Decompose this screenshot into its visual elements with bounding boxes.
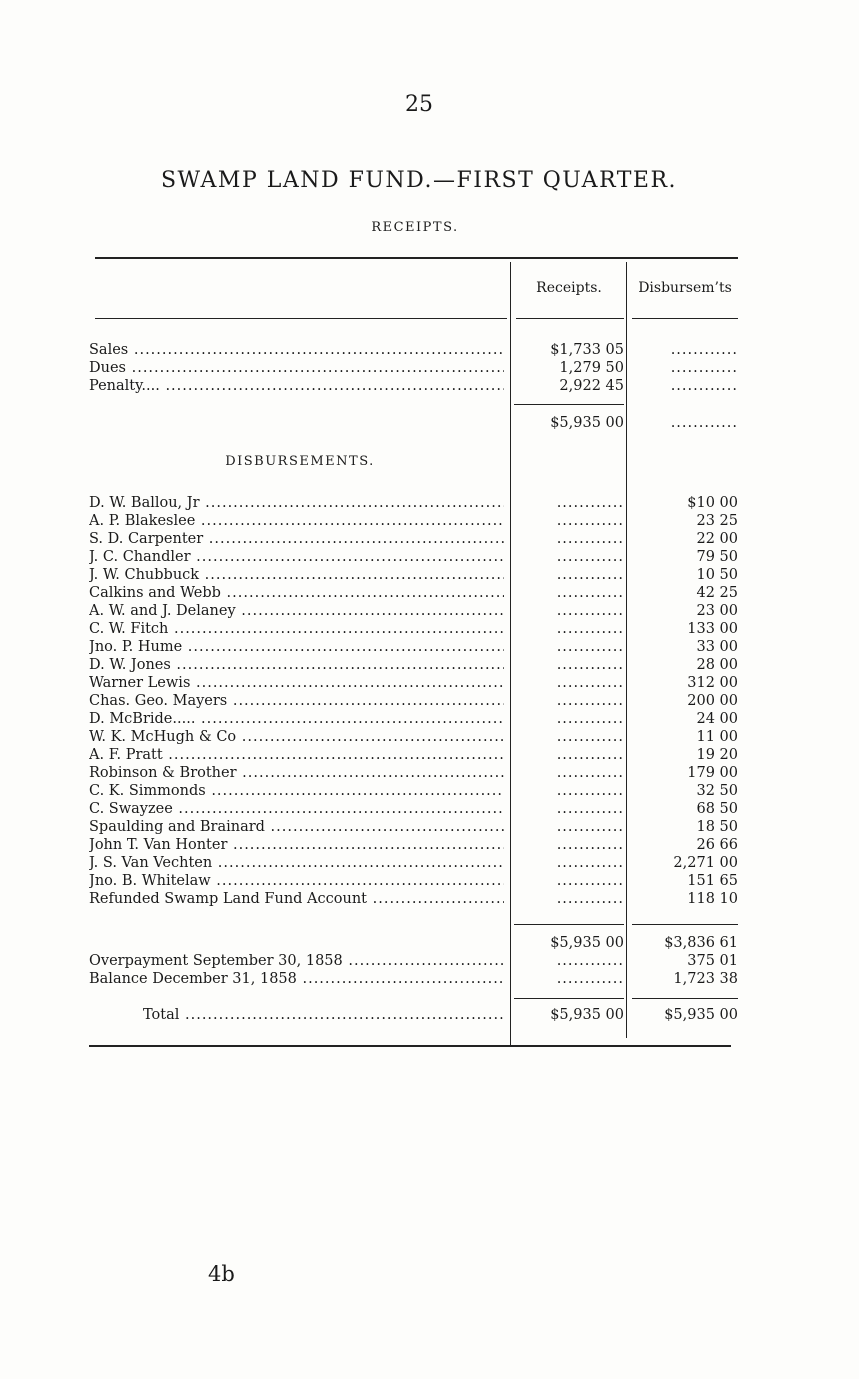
row-label: S. D. Carpenter ..... bbox=[89, 530, 504, 548]
header-underline-receipts bbox=[516, 318, 624, 319]
receipts-leader: ............ bbox=[556, 621, 624, 637]
receipts-leader: ............ bbox=[556, 567, 624, 583]
table-bottom-rule bbox=[89, 1045, 731, 1047]
table-row bbox=[0, 728, 859, 746]
receipts-leader: ............ bbox=[556, 549, 624, 565]
subtotal-rule-receipts bbox=[514, 924, 624, 925]
disbursement-amount: 133 00 bbox=[687, 621, 738, 637]
row-label: Chas. Geo. Mayers ..... bbox=[89, 692, 504, 710]
receipts-leader: ............ bbox=[556, 603, 624, 619]
table-row bbox=[0, 782, 859, 800]
row-label: C. K. Simmonds ..... bbox=[89, 782, 504, 800]
receipts-leader: ............ bbox=[556, 891, 624, 907]
receipts-leader: ............ bbox=[556, 747, 624, 763]
row-label: J. C. Chandler ..... bbox=[89, 548, 504, 566]
receipts-total-row bbox=[0, 414, 859, 432]
receipts-leader: ............ bbox=[556, 693, 624, 709]
receipts-leader: ............ bbox=[556, 801, 624, 817]
disbursements-leader: ............ bbox=[670, 360, 738, 376]
row-label: Refunded Swamp Land Fund Account ..... bbox=[89, 890, 504, 908]
row-label: D. McBride..... ..... bbox=[89, 710, 504, 728]
disbursement-amount: 22 00 bbox=[696, 531, 738, 547]
receipts-leader: ............ bbox=[556, 971, 624, 987]
table-row bbox=[0, 359, 859, 377]
receipts-leader: ............ bbox=[556, 495, 624, 511]
table-row bbox=[0, 692, 859, 710]
receipts-leader: ............ bbox=[556, 837, 624, 853]
subtotal-rule-disbursements bbox=[632, 924, 738, 925]
table-row bbox=[0, 800, 859, 818]
table-row bbox=[0, 377, 859, 395]
header-underline-disbursements bbox=[632, 318, 738, 319]
receipts-leader: ............ bbox=[556, 657, 624, 673]
disbursement-amount: 26 66 bbox=[696, 837, 738, 853]
table-row bbox=[0, 818, 859, 836]
receipts-leader: ............ bbox=[556, 585, 624, 601]
header-underline-left bbox=[95, 318, 507, 319]
row-label: J. S. Van Vechten ..... bbox=[89, 854, 504, 872]
disbursements-leader: ............ bbox=[670, 378, 738, 394]
total-row bbox=[0, 1006, 859, 1024]
table-row bbox=[0, 548, 859, 566]
disbursements-leader: ............ bbox=[670, 415, 738, 431]
table-row bbox=[0, 872, 859, 890]
table-row bbox=[0, 341, 859, 359]
row-label: Jno. B. Whitelaw ..... bbox=[89, 872, 504, 890]
receipts-amount: $1,733 05 bbox=[550, 342, 624, 358]
receipts-leader: ............ bbox=[556, 953, 624, 969]
row-label: Calkins and Webb ..... bbox=[89, 584, 504, 602]
total-receipts: $5,935 00 bbox=[550, 1007, 624, 1023]
receipts-leader: ............ bbox=[556, 675, 624, 691]
disbursement-amount: 11 00 bbox=[696, 729, 738, 745]
disbursement-amount: 32 50 bbox=[696, 783, 738, 799]
page-number: 25 bbox=[405, 92, 433, 117]
disbursements-leader: ............ bbox=[670, 342, 738, 358]
receipts-leader: ............ bbox=[556, 783, 624, 799]
receipts-total: $5,935 00 bbox=[550, 415, 624, 431]
subtotal-disbursements: $3,836 61 bbox=[664, 935, 738, 951]
total-rule-receipts bbox=[514, 998, 624, 999]
row-label: Warner Lewis ..... bbox=[89, 674, 504, 692]
table-top-rule bbox=[95, 257, 738, 259]
table-row bbox=[0, 584, 859, 602]
row-label: A. W. and J. Delaney ..... bbox=[89, 602, 504, 620]
column-header-receipts: Receipts. bbox=[536, 280, 602, 296]
disbursement-amount: 23 00 bbox=[696, 603, 738, 619]
row-label: Balance December 31, 1858 ..... bbox=[89, 970, 504, 988]
row-label: A. P. Blakeslee ..... bbox=[89, 512, 504, 530]
adjustment-amount: 1,723 38 bbox=[673, 971, 738, 987]
row-label: Dues ..... bbox=[89, 359, 504, 377]
row-label: C. Swayzee ..... bbox=[89, 800, 504, 818]
total-rule-disbursements bbox=[632, 998, 738, 999]
receipts-amount: 2,922 45 bbox=[559, 378, 624, 394]
receipts-sum-rule bbox=[514, 404, 624, 405]
disbursement-amount: 24 00 bbox=[696, 711, 738, 727]
receipts-leader: ............ bbox=[556, 819, 624, 835]
row-label: Overpayment September 30, 1858 ..... bbox=[89, 952, 504, 970]
disbursement-amount: 28 00 bbox=[696, 657, 738, 673]
disbursement-amount: 42 25 bbox=[696, 585, 738, 601]
total-label: Total ..... bbox=[143, 1006, 504, 1024]
row-label: D. W. Ballou, Jr ..... bbox=[89, 494, 504, 512]
disbursement-amount: 118 10 bbox=[687, 891, 738, 907]
disbursement-amount: 23 25 bbox=[696, 513, 738, 529]
receipts-leader: ............ bbox=[556, 711, 624, 727]
row-label: J. W. Chubbuck ..... bbox=[89, 566, 504, 584]
receipts-heading: RECEIPTS. bbox=[371, 220, 459, 235]
table-row bbox=[0, 530, 859, 548]
table-row bbox=[0, 952, 859, 970]
disbursement-amount: 79 50 bbox=[696, 549, 738, 565]
signature-mark: 4b bbox=[208, 1262, 235, 1286]
table-row bbox=[0, 836, 859, 854]
receipts-leader: ............ bbox=[556, 855, 624, 871]
row-label: Jno. P. Hume ..... bbox=[89, 638, 504, 656]
row-label: W. K. McHugh & Co ..... bbox=[89, 728, 504, 746]
row-label: Spaulding and Brainard ..... bbox=[89, 818, 504, 836]
table-row bbox=[0, 620, 859, 638]
disbursement-amount: 33 00 bbox=[696, 639, 738, 655]
receipts-leader: ............ bbox=[556, 873, 624, 889]
disbursement-amount: 10 50 bbox=[696, 567, 738, 583]
row-label: Sales ..... bbox=[89, 341, 504, 359]
table-row bbox=[0, 602, 859, 620]
row-label: C. W. Fitch ..... bbox=[89, 620, 504, 638]
table-row bbox=[0, 638, 859, 656]
table-row bbox=[0, 710, 859, 728]
receipts-leader: ............ bbox=[556, 639, 624, 655]
disbursement-amount: 68 50 bbox=[696, 801, 738, 817]
row-label: John T. Van Honter ..... bbox=[89, 836, 504, 854]
disbursement-amount: 200 00 bbox=[687, 693, 738, 709]
table-row bbox=[0, 890, 859, 908]
disbursement-amount: 151 65 bbox=[687, 873, 738, 889]
receipts-leader: ............ bbox=[556, 765, 624, 781]
column-header-disbursements: Disbursem’ts bbox=[638, 280, 732, 296]
disbursement-amount: $10 00 bbox=[687, 495, 738, 511]
row-label: Robinson & Brother ..... bbox=[89, 764, 504, 782]
subtotal-receipts: $5,935 00 bbox=[550, 935, 624, 951]
table-row bbox=[0, 674, 859, 692]
receipts-leader: ............ bbox=[556, 513, 624, 529]
table-row bbox=[0, 764, 859, 782]
table-row bbox=[0, 566, 859, 584]
table-row bbox=[0, 854, 859, 872]
table-row bbox=[0, 494, 859, 512]
receipts-leader: ............ bbox=[556, 729, 624, 745]
disbursement-amount: 19 20 bbox=[696, 747, 738, 763]
disbursement-amount: 312 00 bbox=[687, 675, 738, 691]
row-label: A. F. Pratt ..... bbox=[89, 746, 504, 764]
receipts-amount: 1,279 50 bbox=[559, 360, 624, 376]
table-row bbox=[0, 970, 859, 988]
table-row bbox=[0, 656, 859, 674]
disbursements-heading: DISBURSEMENTS. bbox=[225, 454, 375, 469]
receipts-leader: ............ bbox=[556, 531, 624, 547]
row-label: D. W. Jones ..... bbox=[89, 656, 504, 674]
disbursement-amount: 179 00 bbox=[687, 765, 738, 781]
subtotal-row bbox=[0, 934, 859, 952]
page-title: SWAMP LAND FUND.—FIRST QUARTER. bbox=[160, 168, 678, 193]
table-row bbox=[0, 746, 859, 764]
row-label: Penalty.... ..... bbox=[89, 377, 504, 395]
disbursement-amount: 18 50 bbox=[696, 819, 738, 835]
adjustment-amount: 375 01 bbox=[687, 953, 738, 969]
table-row bbox=[0, 512, 859, 530]
total-disbursements: $5,935 00 bbox=[664, 1007, 738, 1023]
disbursement-amount: 2,271 00 bbox=[673, 855, 738, 871]
